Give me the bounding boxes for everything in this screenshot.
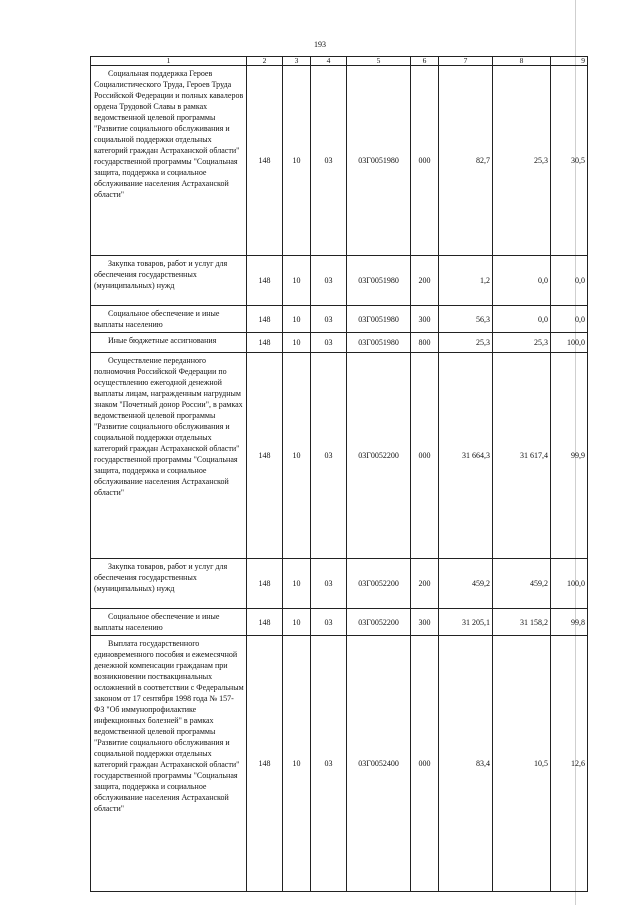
header-cell: 3 xyxy=(283,57,311,66)
cell-subsection: 03 xyxy=(311,66,347,256)
table-row xyxy=(91,66,588,256)
cell-plan: 83,4 xyxy=(439,636,493,892)
row-description: Закупка товаров, работ и услуг для обеспечения государственных (муниципальных) нужд xyxy=(91,256,247,306)
cell-target-article: 03Г0052200 xyxy=(347,353,411,559)
cell-expense-type: 000 xyxy=(411,636,439,892)
row-description: Социальное обеспечение и иные выплаты населению xyxy=(91,306,247,333)
cell-target-article: 03Г0051980 xyxy=(347,333,411,353)
cell-actual: 10,5 xyxy=(493,636,551,892)
cell-expense-type: 000 xyxy=(411,66,439,256)
cell-actual: 459,2 xyxy=(493,559,551,609)
cell-section: 10 xyxy=(283,353,311,559)
cell-percent: 100,0 xyxy=(551,559,588,609)
row-description: Социальное обеспечение и иные выплаты населению xyxy=(91,609,247,636)
cell-subsection: 03 xyxy=(311,636,347,892)
row-description: Закупка товаров, работ и услуг для обеспечения государственных (муниципальных) нужд xyxy=(91,559,247,609)
cell-target-article: 03Г0052400 xyxy=(347,636,411,892)
cell-plan: 56,3 xyxy=(439,306,493,333)
cell-target-article: 03Г0051980 xyxy=(347,256,411,306)
cell-percent: 30,5 xyxy=(551,66,588,256)
page-number: 193 xyxy=(314,40,326,49)
cell-section: 10 xyxy=(283,256,311,306)
cell-target-article: 03Г0051980 xyxy=(347,306,411,333)
cell-percent: 99,8 xyxy=(551,609,588,636)
cell-admin-code: 148 xyxy=(247,333,283,353)
header-cell: 8 xyxy=(493,57,551,66)
cell-target-article: 03Г0052200 xyxy=(347,559,411,609)
cell-actual: 31 617,4 xyxy=(493,353,551,559)
cell-admin-code: 148 xyxy=(247,353,283,559)
row-description: Социальная поддержка Героев Социалистического Труда, Героев Труда Российской Федерации и полных кавалеров ордена Трудовой Славы в рамках ведомственной целевой программы "Развитие социального обслуживания и социальной поддержки отдельных категорий граждан Астраханской области" государственной программы "Социальная защита, поддержка и социальное обслуживание населения Астраханской области" xyxy=(91,66,247,256)
cell-admin-code: 148 xyxy=(247,636,283,892)
cell-section: 10 xyxy=(283,636,311,892)
cell-section: 10 xyxy=(283,609,311,636)
cell-admin-code: 148 xyxy=(247,559,283,609)
cell-expense-type: 300 xyxy=(411,306,439,333)
cell-expense-type: 800 xyxy=(411,333,439,353)
cell-subsection: 03 xyxy=(311,353,347,559)
cell-plan: 459,2 xyxy=(439,559,493,609)
cell-admin-code: 148 xyxy=(247,256,283,306)
cell-section: 10 xyxy=(283,333,311,353)
cell-section: 10 xyxy=(283,66,311,256)
table-row xyxy=(91,256,588,306)
header-row xyxy=(91,57,588,66)
cell-admin-code: 148 xyxy=(247,66,283,256)
header-cell: 5 xyxy=(347,57,411,66)
cell-admin-code: 148 xyxy=(247,609,283,636)
row-description: Иные бюджетные ассигнования xyxy=(91,333,247,353)
header-cell: 2 xyxy=(247,57,283,66)
cell-expense-type: 200 xyxy=(411,559,439,609)
cell-percent: 0,0 xyxy=(551,306,588,333)
cell-plan: 31 205,1 xyxy=(439,609,493,636)
header-cell: 1 xyxy=(91,57,247,66)
cell-expense-type: 200 xyxy=(411,256,439,306)
table-row xyxy=(91,306,588,333)
cell-subsection: 03 xyxy=(311,256,347,306)
cell-subsection: 03 xyxy=(311,306,347,333)
cell-actual: 25,3 xyxy=(493,333,551,353)
cell-actual: 0,0 xyxy=(493,256,551,306)
table-row xyxy=(91,609,588,636)
table-row xyxy=(91,353,588,559)
cell-plan: 31 664,3 xyxy=(439,353,493,559)
cell-expense-type: 000 xyxy=(411,353,439,559)
header-cell: 7 xyxy=(439,57,493,66)
cell-percent: 99,9 xyxy=(551,353,588,559)
cell-plan: 82,7 xyxy=(439,66,493,256)
table-row xyxy=(91,636,588,892)
row-description: Выплата государственного единовременного пособия и ежемесячной денежной компенсации гражданам при возникновении поствакцинальных осложнений в соответствии с Федеральным законом от 17 сентября 1998 года № 157-ФЗ "Об иммунопрофилактике инфекционных болезней" в рамках ведомственной целевой программы "Развитие социального обслуживания и социальной поддержки отдельных категорий граждан Астраханской области" государственной программы "Социальная защита, поддержка и социальное обслуживание населения Астраханской области" xyxy=(91,636,247,892)
header-cell: 9 xyxy=(551,57,588,66)
cell-section: 10 xyxy=(283,306,311,333)
header-cell: 4 xyxy=(311,57,347,66)
cell-section: 10 xyxy=(283,559,311,609)
header-cell: 6 xyxy=(411,57,439,66)
cell-subsection: 03 xyxy=(311,333,347,353)
cell-target-article: 03Г0051980 xyxy=(347,66,411,256)
cell-actual: 31 158,2 xyxy=(493,609,551,636)
cell-target-article: 03Г0052200 xyxy=(347,609,411,636)
row-description: Осуществление переданного полномочия Российской Федерации по осуществлению ежегодной денежной выплаты лицам, награжденным нагрудным знаком "Почетный донор России", в рамках ведомственной целевой программы "Развитие социального обслуживания и социальной поддержки отдельных категорий граждан Астраханской области" государственной программы "Социальная защита, поддержка и социальное обслуживание населения Астраханской области" xyxy=(91,353,247,559)
cell-plan: 1,2 xyxy=(439,256,493,306)
cell-expense-type: 300 xyxy=(411,609,439,636)
cell-subsection: 03 xyxy=(311,609,347,636)
table-row xyxy=(91,559,588,609)
cell-plan: 25,3 xyxy=(439,333,493,353)
cell-actual: 25,3 xyxy=(493,66,551,256)
cell-admin-code: 148 xyxy=(247,306,283,333)
cell-percent: 12,6 xyxy=(551,636,588,892)
cell-subsection: 03 xyxy=(311,559,347,609)
cell-percent: 100,0 xyxy=(551,333,588,353)
cell-percent: 0,0 xyxy=(551,256,588,306)
table-row xyxy=(91,333,588,353)
budget-table xyxy=(90,56,588,892)
cell-actual: 0,0 xyxy=(493,306,551,333)
